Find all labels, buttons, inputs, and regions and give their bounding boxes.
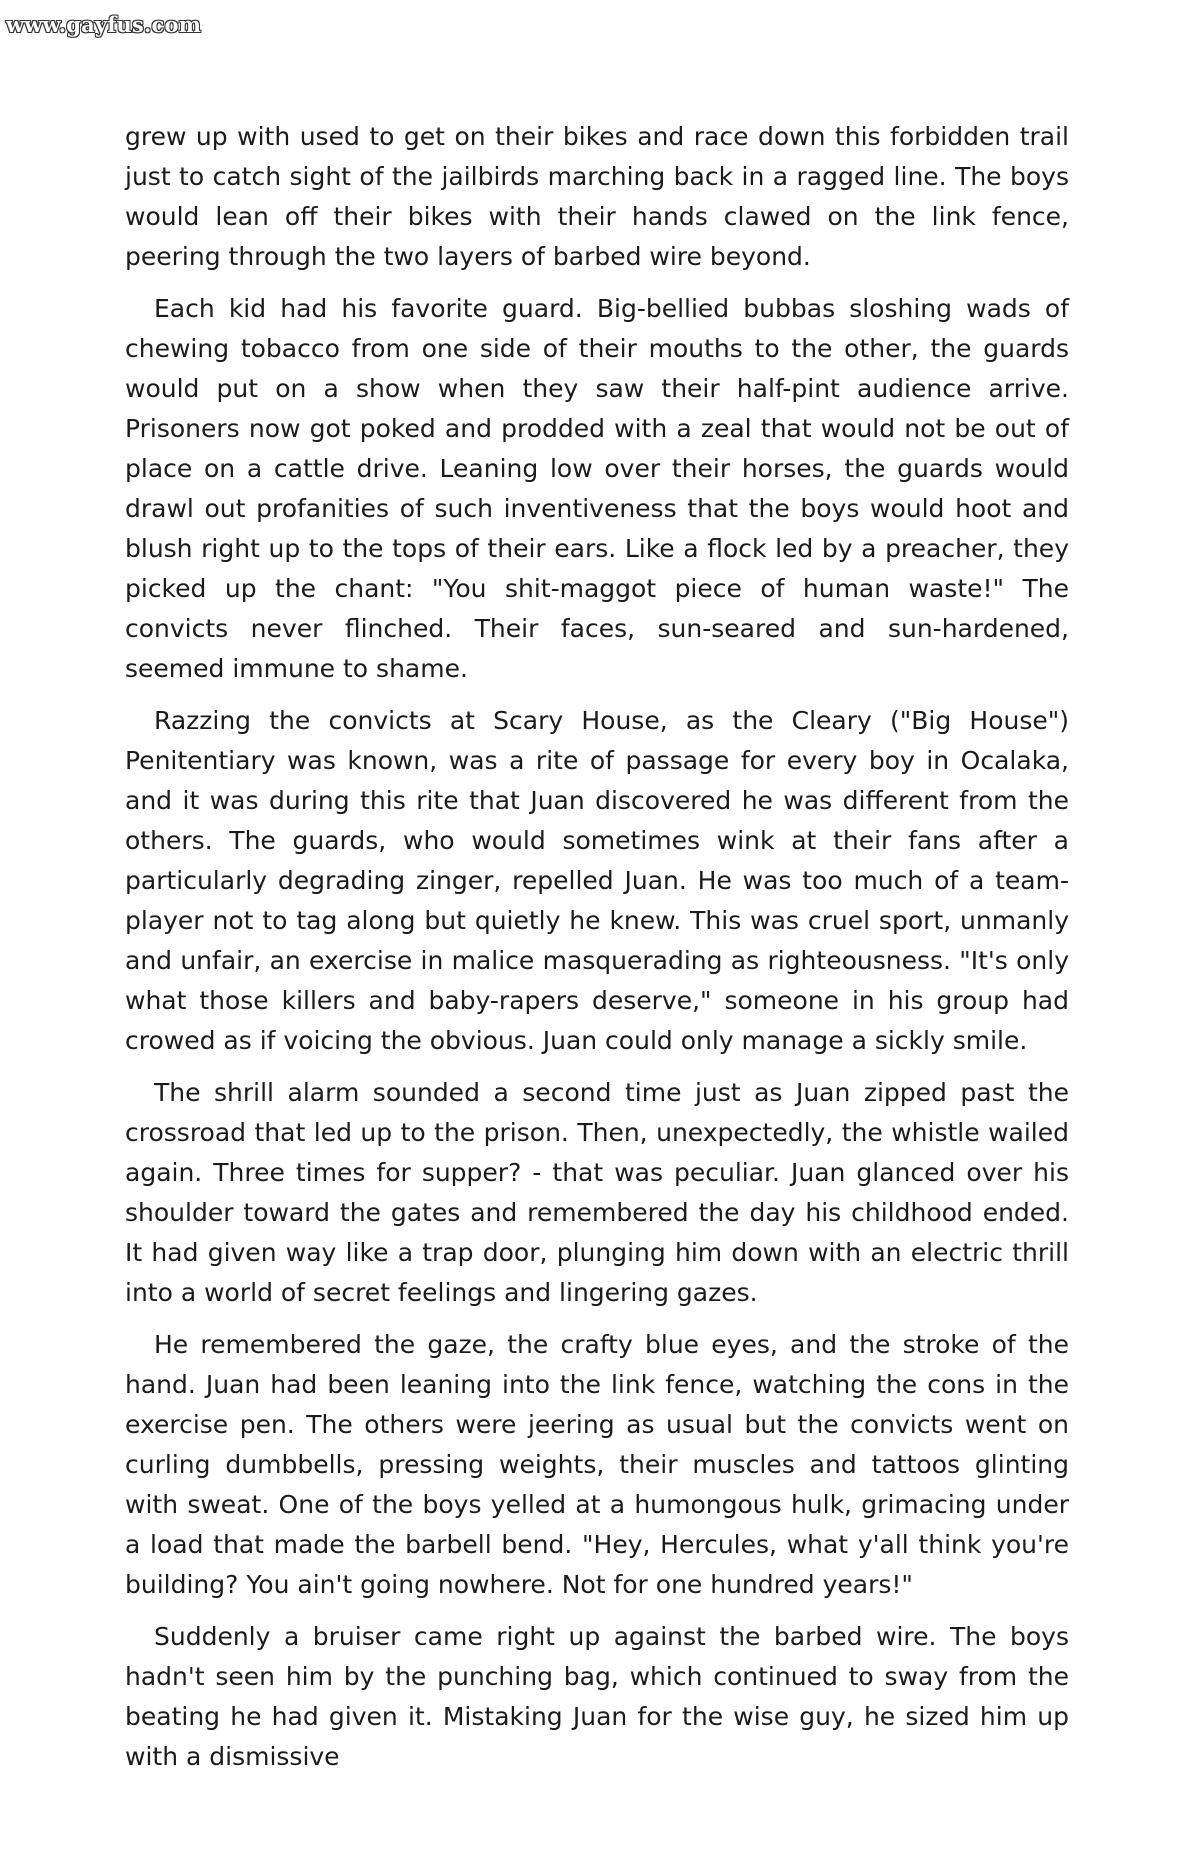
paragraph: Suddenly a bruiser came right up against the barbed wire. The boys hadn't seen him by the punching bag, which continued to sway from the beating he had given it. Mistaking Juan for the wise guy, he sized him up with a dismissive xyxy=(125,1622,1069,1771)
book-page-text xyxy=(125,117,1069,1789)
site-watermark: www.gayfus.com xyxy=(6,12,202,37)
paragraph: The shrill alarm sounded a second time just as Juan zipped past the crossroad that led up to the prison. Then, unexpectedly, the whistle wailed again. Three times for supper? - that was peculiar. Juan glanced over his shoulder toward the gates and remembered the day his childhood ended. It had given way like a trap door, plunging him down with an electric thrill into a world of secret feelings and lingering gazes. xyxy=(125,1078,1069,1307)
paragraph: Razzing the convicts at Scary House, as the Cleary ("Big House") Penitentiary was known, was a rite of passage for every boy in Ocalaka, and it was during this rite that Juan discovered he was different from the others. The guards, who would sometimes wink at their fans after a particularly degrading zinger, repelled Juan. He was too much of a team-player not to tag along but quietly he knew. This was cruel sport, unmanly and unfair, an exercise in malice masquerading as righteousness. "It's only what those killers and baby-rapers deserve," someone in his group had crowed as if voicing the obvious. Juan could only manage a sickly smile. xyxy=(125,706,1069,1055)
paragraph: grew up with used to get on their bikes and race down this forbidden trail just to catch sight of the jailbirds marching back in a ragged line. The boys would lean off their bikes with their hands clawed on the link fence, peering through the two layers of barbed wire beyond. xyxy=(125,122,1069,271)
paragraph: He remembered the gaze, the crafty blue eyes, and the stroke of the hand. Juan had been leaning into the link fence, watching the cons in the exercise pen. The others were jeering as usual but the convicts went on curling dumbbells, pressing weights, their muscles and tattoos glinting with sweat. One of the boys yelled at a humongous hulk, grimacing under a load that made the barbell bend. "Hey, Hercules, what y'all think you're building? You ain't going nowhere. Not for one hundred years!" xyxy=(125,1330,1069,1599)
paragraph: Each kid had his favorite guard. Big-bellied bubbas sloshing wads of chewing tobacco from one side of their mouths to the other, the guards would put on a show when they saw their half-pint audience arrive. Prisoners now got poked and prodded with a zeal that would not be out of place on a cattle drive. Leaning low over their horses, the guards would drawl out profanities of such inventiveness that the boys would hoot and blush right up to the tops of their ears. Like a flock led by a preacher, they picked up the chant: "You shit-maggot piece of human waste!" The convicts never flinched. Their faces, sun-seared and sun-hardened, seemed immune to shame. xyxy=(125,294,1069,683)
